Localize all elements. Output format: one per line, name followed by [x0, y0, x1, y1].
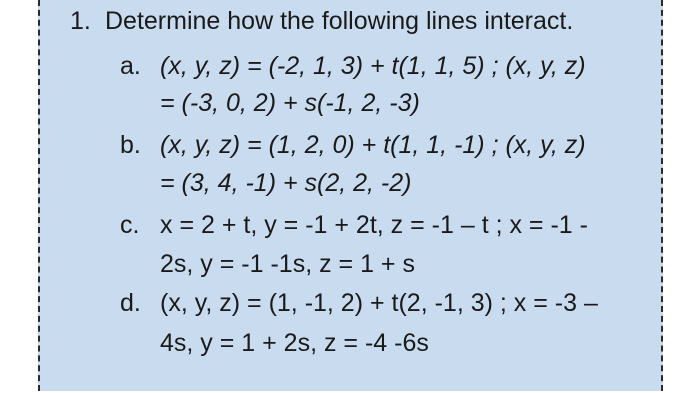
- item-d-line-2: 4s, y = 1 + 2s, z = -4 -6s: [160, 329, 429, 357]
- item-c-line-2: 2s, y = -1 -1s, z = 1 + s: [160, 250, 415, 278]
- item-label-d: d.: [120, 289, 141, 317]
- item-label-a: a.: [120, 52, 141, 80]
- item-c-line-1: x = 2 + t, y = -1 + 2t, z = -1 – t ; x = -1 -: [160, 211, 588, 239]
- item-label-b: b.: [120, 131, 141, 159]
- question-number: 1.: [70, 7, 91, 35]
- item-label-c: c.: [120, 211, 140, 239]
- item-b-line-2: = (3, 4, -1) + s(2, 2, -2): [160, 169, 412, 197]
- item-a-line-1: (x, y, z) = (-2, 1, 3) + t(1, 1, 5) ; (x, y, z): [160, 52, 586, 80]
- item-d-line-1: (x, y, z) = (1, -1, 2) + t(2, -1, 3) ; x = -3 –: [160, 289, 598, 317]
- item-b-line-1: (x, y, z) = (1, 2, 0) + t(1, 1, -1) ; (x, y, z): [160, 131, 586, 159]
- question-title: Determine how the following lines interact.: [105, 7, 574, 35]
- item-a-line-2: = (-3, 0, 2) + s(-1, 2, -3): [160, 89, 420, 117]
